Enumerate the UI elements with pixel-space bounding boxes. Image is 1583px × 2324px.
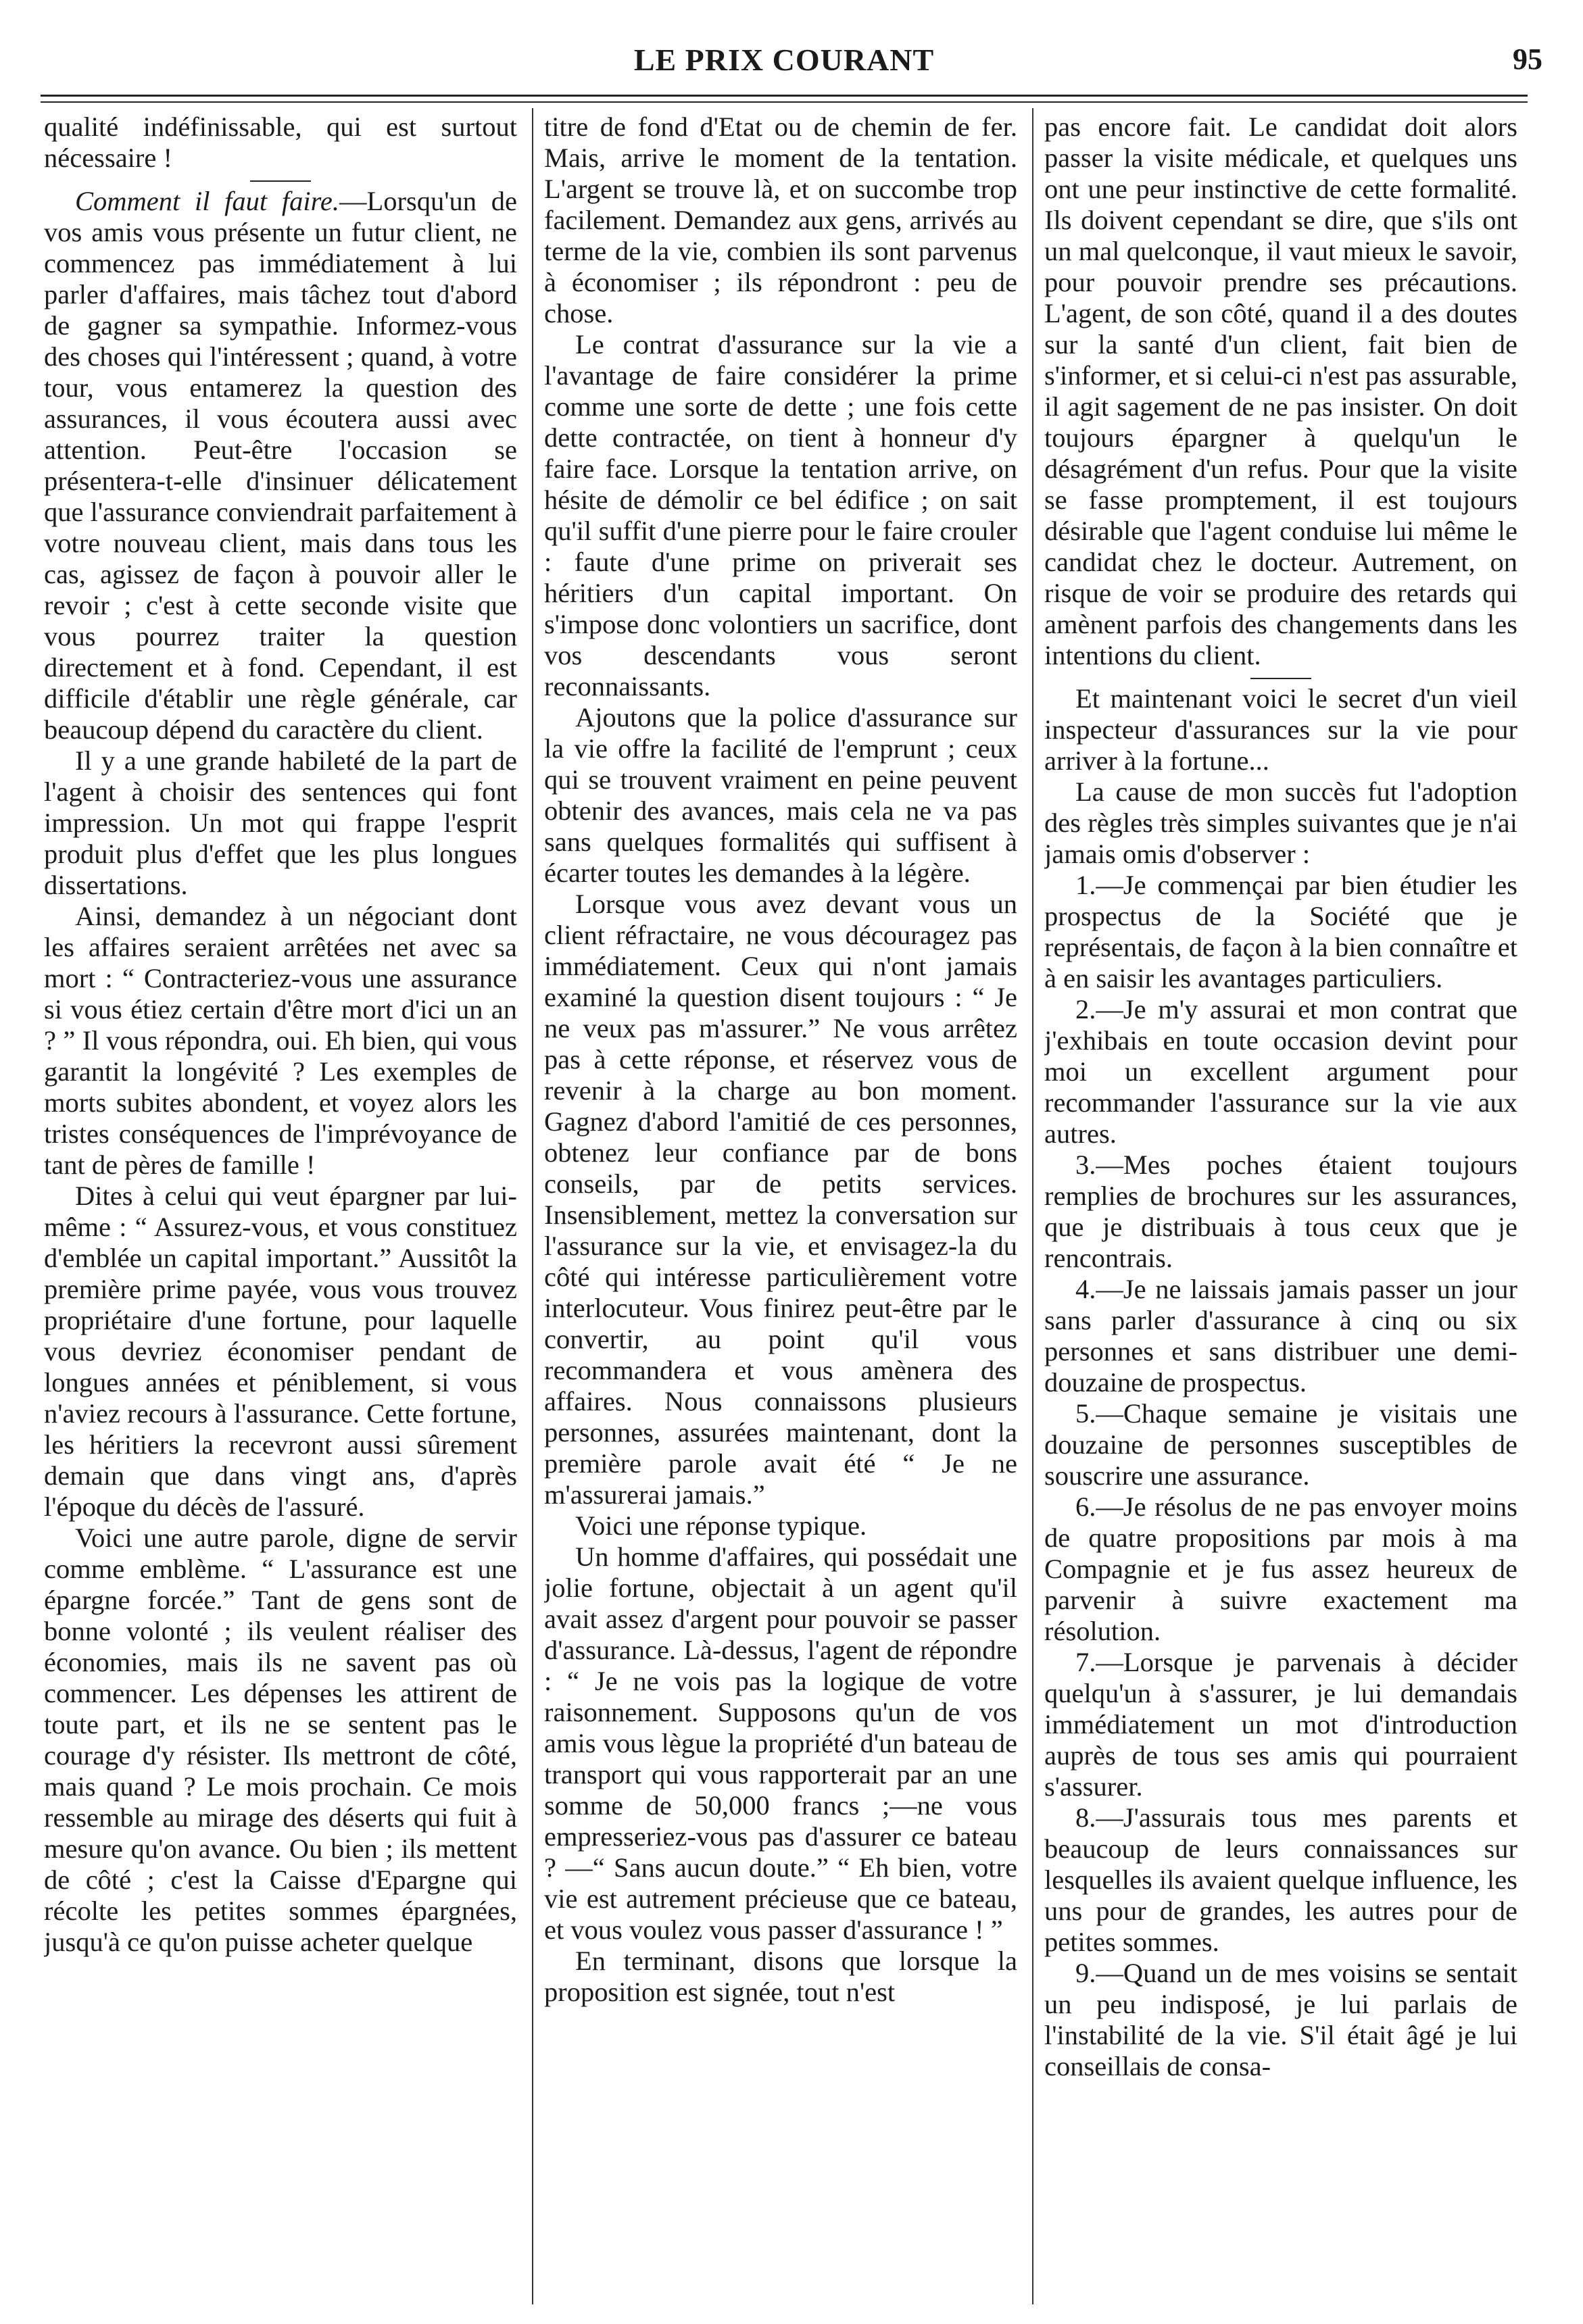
section-separator [1250, 678, 1311, 679]
column-3 [1044, 112, 1517, 2308]
paragraph: Il y a une grande habileté de la part de l'agent à choisir des sentences qui font impression. Un mot qui frappe l'esprit produit plus d'effet que les plus longues dissertations. [44, 745, 517, 900]
paragraph: Voici une réponse typique. [575, 1510, 867, 1541]
paragraph: Le contrat d'assurance sur la vie a l'avantage de faire considérer la prime comme une sorte de dette ; une fois cette dette contractée, on tient à honneur d'y faire face. Lorsque la tentation arrive, on hésite de démolir ce bel édifice ; on sait qu'il suffit d'une pierre pour le faire crouler : faute d'une prime on priverait ses héritiers d'un capital important. On s'impose donc volontiers un sacrifice, dont vos descendants vous seront reconnaissants. [544, 329, 1017, 701]
header-rule-bottom [41, 101, 1528, 103]
page-number: 95 [1513, 43, 1542, 76]
paragraph-text: —Lorsqu'un de vos amis vous présente un futur client, ne commencez pas immédiatement à lui parler d'affaires, mais tâchez tout d'abord de gagner sa sympathie. Informez-vous des choses qui l'intéressent ; quand, à votre tour, vous entamerez la question des assurances, il vous écoutera aussi avec attention. Peut-être l'occasion se présentera-t-elle d'insinuer délicatement que l'assurance conviendrait parfaitement à votre nouveau client, mais dans tous les cas, agissez de façon à pouvoir aller le revoir ; c'est à cette seconde visite que vous pourrez traiter la question directement et à fond. Cependant, il est difficile d'établir une règle générale, car beaucoup dépend du caractère du client. [44, 186, 517, 745]
column-divider-1 [532, 108, 533, 2304]
list-item: 2.—Je m'y assurai et mon contrat que j'exhibais en toute occasion devint pour moi un excellent argument pour recommander l'assurance sur la vie aux autres. [1044, 994, 1517, 1149]
list-item: 8.—J'assurais tous mes parents et beaucoup de leurs connaissances sur lesquelles ils avaient quelque influence, les uns pour de grandes, les autres pour de petites sommes. [1044, 1802, 1517, 1957]
paragraph: En terminant, disons que lorsque la proposition est signée, tout n'est [544, 1946, 1017, 2007]
list-item: 9.—Quand un de mes voisins se sentait un peu indisposé, je lui parlais de l'instabilité de la vie. S'il était âgé je lui conseillais de consa- [1044, 1958, 1517, 2081]
journal-title: LE PRIX COURANT [633, 43, 935, 77]
column-divider-2 [1032, 108, 1033, 2304]
paragraph: Un homme d'affaires, qui possédait une jolie fortune, objectait à un agent qu'il avait assez d'argent pour pouvoir se passer d'assurance. Là-dessus, l'agent de répondre : “ Je ne vois pas la logique de votre raisonnement. Supposons qu'un de vos amis vous lègue la propriété d'un bateau de transport qui vous rapporterait par an une somme de 50,000 francs ;—ne vous empresseriez-vous pas d'assurer ce bateau ? —“ Sans aucun doute.” “ Eh bien, votre vie est autrement précieuse que ce bateau, et vous voulez vous passer d'assurance ! ” [544, 1541, 1017, 1945]
paragraph: titre de fond d'Etat ou de chemin de fer. Mais, arrive le moment de la tentation. L'argent se trouve là, et on succombe trop facilement. Demandez aux gens, arrivés au terme de la vie, combien ils sont parvenus à économiser ; ils répondront : peu de chose. [544, 112, 1017, 328]
paragraph: qualité indéfinissable, qui est surtout nécessaire ! [44, 112, 517, 173]
section-separator [250, 180, 311, 182]
paragraph [44, 186, 517, 745]
list-item: 3.—Mes poches étaient toujours remplies de brochures sur les assurances, que je distribuais à tous ceux que je rencontrais. [1044, 1149, 1517, 1273]
list-item: 6.—Je résolus de ne pas envoyer moins de quatre propositions par mois à ma Compagnie et je fus assez heureux de parvenir à suivre exactement ma résolution. [1044, 1491, 1517, 1646]
list-item: 5.—Chaque semaine je visitais une douzaine de personnes susceptibles de souscrire une assurance. [1044, 1398, 1517, 1491]
paragraph: Dites à celui qui veut épargner par lui-même : “ Assurez-vous, et vous constituez d'emblée un capital important.” Aussitôt la première prime payée, vous vous trouvez propriétaire d'une fortune, pour laquelle vous devriez économiser pendant de longues années et péniblement, si vous n'aviez recours à l'assurance. Cette fortune, les héritiers la recevront aussi sûrement demain que dans vingt ans, d'après l'époque du décès de l'assuré. [44, 1181, 517, 1522]
paragraph: Ajoutons que la police d'assurance sur la vie offre la facilité de l'emprunt ; ceux qui se trouvent vraiment en peine peuvent obtenir des avances, mais cela ne va pas sans quelques formalités qui suffisent à écarter toutes les demandes à la légère. [544, 702, 1017, 888]
column-1 [44, 112, 517, 2308]
paragraph: Ainsi, demandez à un négociant dont les affaires seraient arrêtées net avec sa mort : “ Contracteriez-vous une assurance si vous étiez certain d'être mort d'ici un an ? ” Il vous répondra, oui. Eh bien, qui vous garantit la longévité ? Les exemples de morts subites abondent, et voyez alors les tristes conséquences de l'imprévoyance de tant de pères de famille ! [44, 901, 517, 1180]
list-item: 7.—Lorsque je parvenais à décider quelqu'un à s'assurer, je lui demandais immédiatement un mot d'introduction auprès de tous ses amis qui pourraient s'assurer. [1044, 1647, 1517, 1802]
list-item: 4.—Je ne laissais jamais passer un jour sans parler d'assurance à cinq ou six personnes et sans distribuer une demi-douzaine de prospectus. [1044, 1274, 1517, 1398]
paragraph: Et maintenant voici le secret d'un vieil inspecteur d'assurances sur la vie pour arriver à la fortune... [1044, 683, 1517, 776]
header-rule-top [41, 95, 1528, 97]
section-lead: Comment il faut faire. [75, 186, 340, 216]
list-item: 1.—Je commençai par bien étudier les prospectus de la Société que je représentais, de façon à la bien connaître et à en saisir les avantages particuliers. [1044, 870, 1517, 993]
column-2 [544, 112, 1017, 2308]
paragraph: La cause de mon succès fut l'adoption des règles très simples suivantes que je n'ai jamais omis d'observer : [1044, 776, 1517, 869]
page-header [41, 42, 1542, 89]
paragraph: Lorsque vous avez devant vous un client réfractaire, ne vous découragez pas immédiatement. Ceux qui n'ont jamais examiné la question disent toujours : “ Je ne veux pas m'assurer.” Ne vous arrêtez pas à cette réponse, et réservez vous de revenir à la charge au bon moment. Gagnez d'abord l'amitié de ces personnes, obtenez leur confiance par de bons conseils, par de petits services. Insensiblement, mettez la conversation sur l'assurance sur la vie, et envisagez-la du côté qui intéresse particulièrement votre interlocuteur. Vous finirez peut-être par le convertir, au point qu'il vous recommandera et vous amènera des affaires. Nous connaissons plusieurs personnes, assurées maintenant, dont la première parole avait été “ Je ne m'assurerai jamais.” [544, 889, 1017, 1510]
paragraph: pas encore fait. Le candidat doit alors passer la visite médicale, et quelques uns ont une peur instinctive de cette formalité. Ils doivent cependant se dire, que s'ils ont un mal quelconque, il vaut mieux le savoir, pour pouvoir prendre ses précautions. L'agent, de son côté, quand il a des doutes sur la santé d'un client, fait bien de s'informer, et si celui-ci n'est pas assurable, il agit sagement de ne pas insister. On doit toujours épargner à quelqu'un le désagrément d'un refus. Pour que la visite se fasse promptement, il est toujours désirable que l'agent conduise lui même le candidat chez le docteur. Autrement, on risque de voir se produire des retards qui amènent parfois des changements dans les intentions du client. [1044, 112, 1517, 670]
paragraph: Voici une autre parole, digne de servir comme emblème. “ L'assurance est une épargne forcée.” Tant de gens sont de bonne volonté ; ils veulent réaliser des économies, mais ils ne savent pas où commencer. Les dépenses les attirent de toute part, et ils ne se sentent pas le courage d'y résister. Ils mettront de côté, mais quand ? Le mois prochain. Ce mois ressemble au mirage des déserts qui fuit à mesure qu'on avance. Ou bien ; ils mettent de côté ; c'est la Caisse d'Epargne qui récolte les petites sommes épargnées, jusqu'à ce qu'on puisse acheter quelque [44, 1523, 517, 1957]
